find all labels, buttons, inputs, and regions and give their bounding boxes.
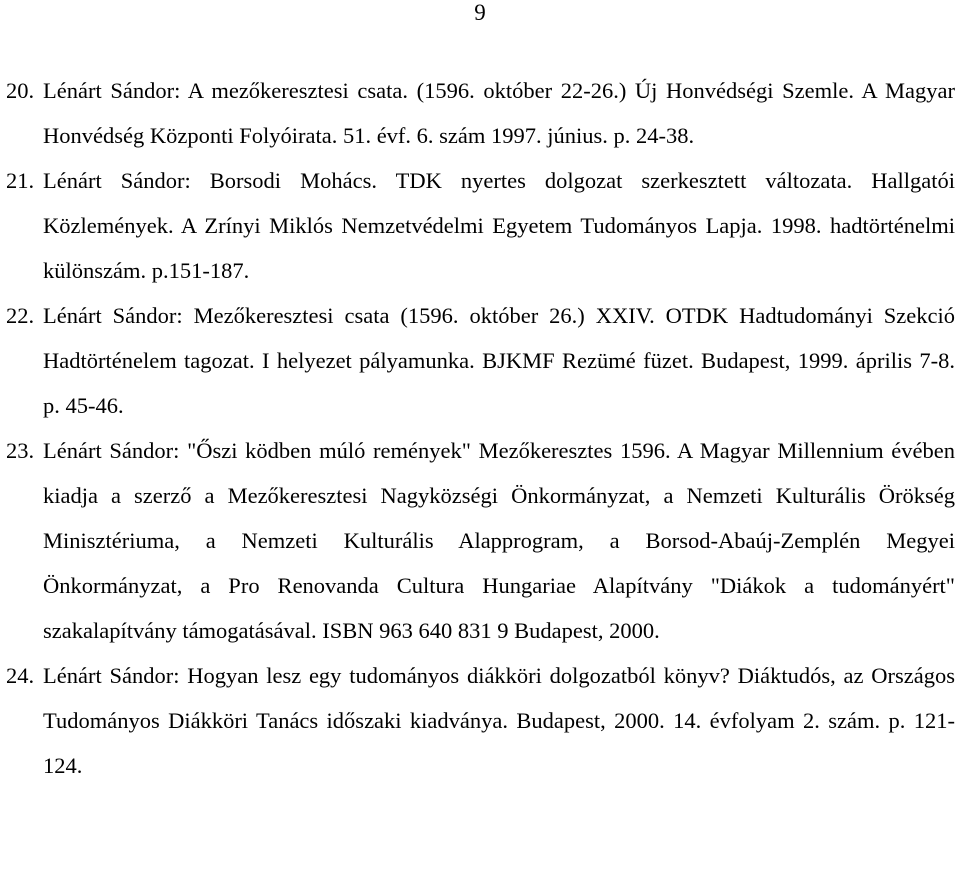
page-number: 9 <box>474 0 486 25</box>
reference-item <box>0 293 960 428</box>
reference-text: Lénárt Sándor: Mezőkeresztesi csata (1596. október 26.) XXIV. OTDK Hadtudományi Szekció Hadtörténelem tagozat. I helyezet pályamunka. BJKMF Rezümé füzet. Budapest, 1999. április 7-8. p. 45-46. <box>43 303 955 418</box>
reference-number: 22. <box>6 303 35 328</box>
reference-list <box>0 68 960 788</box>
reference-text: Lénárt Sándor: "Őszi ködben múló remények" Mezőkeresztes 1596. A Magyar Millennium évében kiadja a szerző a Mezőkeresztesi Nagyközségi Önkormányzat, a Nemzeti Kulturális Örökség Minisztériuma, a Nemzeti Kulturális Alapprogram, a Borsod-Abaúj-Zemplén Megyei Önkormányzat, a Pro Renovanda Cultura Hungariae Alapítvány "Diákok a tudományért" szakalapítvány támogatásával. ISBN 963 640 831 9 Budapest, 2000. <box>43 438 955 643</box>
reference-item <box>0 428 960 653</box>
reference-item <box>0 158 960 293</box>
reference-text: Lénárt Sándor: A mezőkeresztesi csata. (1596. október 22-26.) Új Honvédségi Szemle. A Magyar Honvédség Központi Folyóirata. 51. évf. 6. szám 1997. június. p. 24-38. <box>43 78 955 148</box>
reference-number: 21. <box>6 168 35 193</box>
reference-item <box>0 653 960 788</box>
reference-text: Lénárt Sándor: Hogyan lesz egy tudományos diákköri dolgozatból könyv? Diáktudós, az Országos Tudományos Diákköri Tanács időszaki kiadványa. Budapest, 2000. 14. évfolyam 2. szám. p. 121-124. <box>43 663 955 778</box>
reference-number: 23. <box>6 438 35 463</box>
reference-number: 20. <box>6 78 35 103</box>
reference-item <box>0 68 960 158</box>
reference-text: Lénárt Sándor: Borsodi Mohács. TDK nyertes dolgozat szerkesztett változata. Hallgatói Közlemények. A Zrínyi Miklós Nemzetvédelmi Egyetem Tudományos Lapja. 1998. hadtörténelmi különszám. p.151-187. <box>43 168 955 283</box>
reference-number: 24. <box>6 663 35 688</box>
